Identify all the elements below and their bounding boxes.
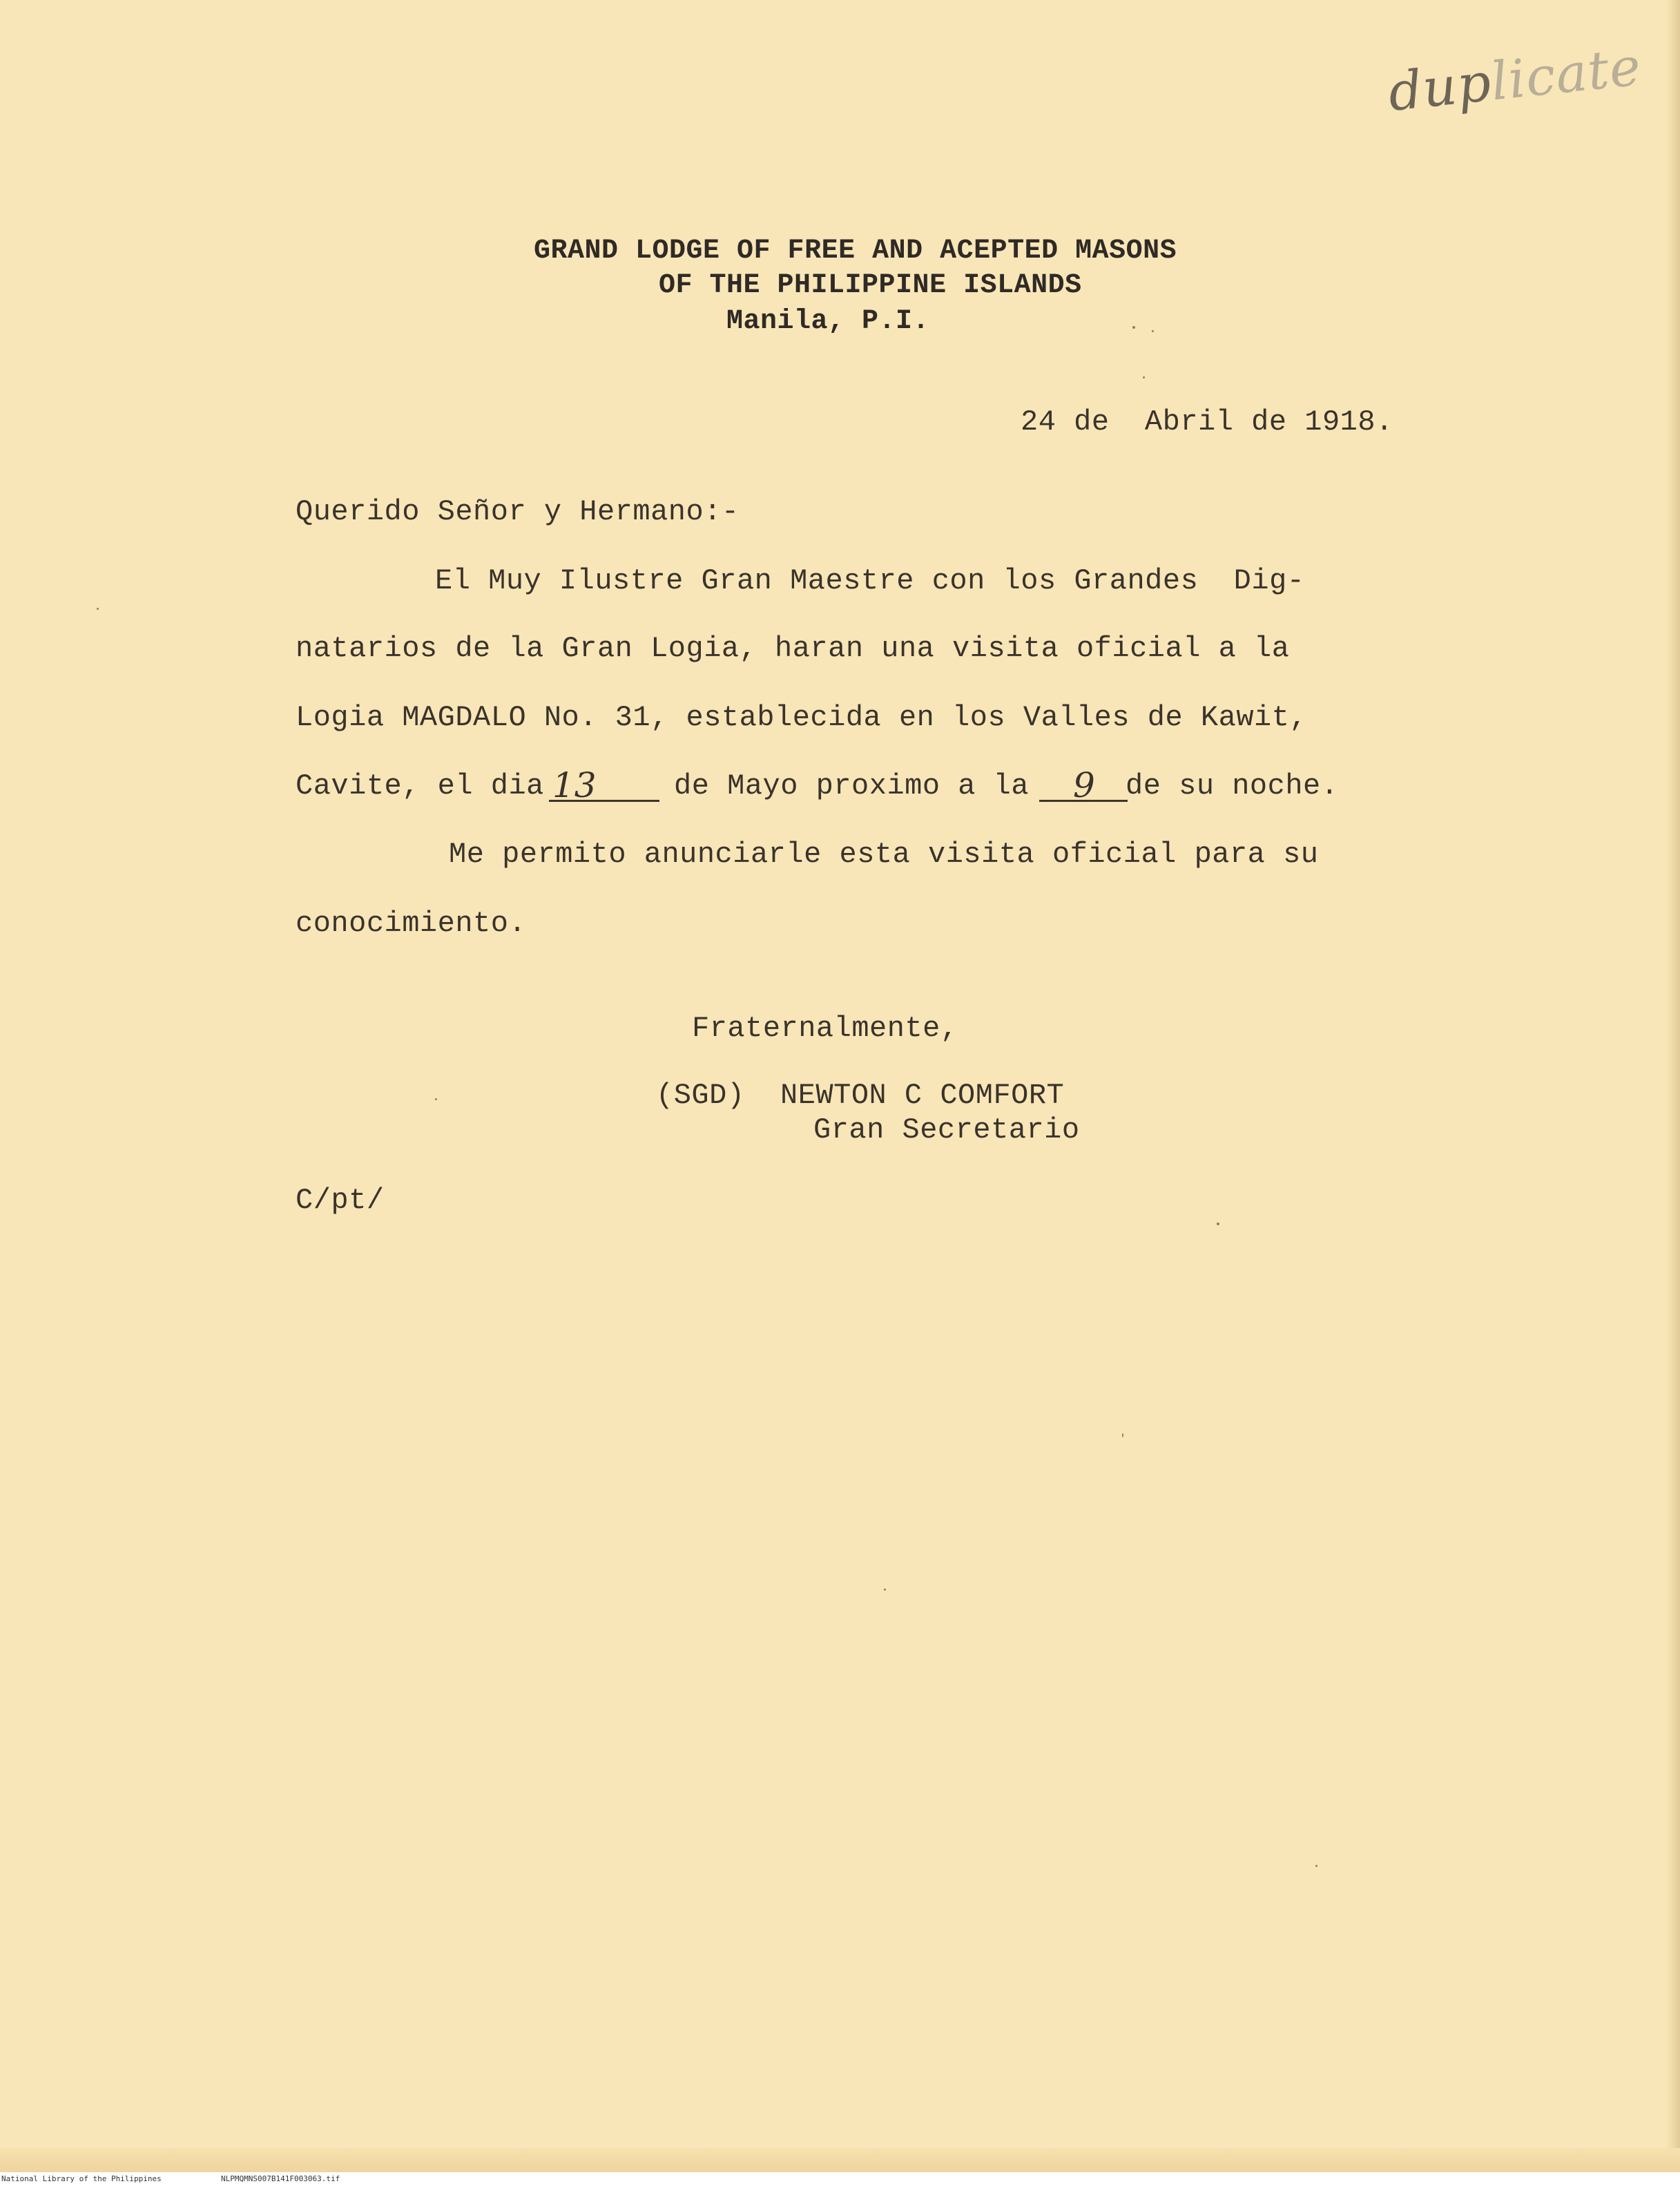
reference-initials: C/pt/ xyxy=(296,1184,385,1217)
paper-speck xyxy=(1143,376,1145,378)
valediction: Fraternalmente, xyxy=(692,1012,958,1045)
letterhead-line-3: Manila, P.I. xyxy=(726,306,930,337)
body-line-6: conocimiento. xyxy=(296,907,527,940)
paper-speck xyxy=(1122,1433,1123,1437)
footer-source: National Library of the Philippines xyxy=(1,2174,162,2183)
signer-name: NEWTON C COMFORT xyxy=(780,1079,1065,1112)
body-line-4-middle: de Mayo proximo a la xyxy=(674,769,1030,803)
handwritten-annotation-main: dup xyxy=(1385,50,1495,123)
footer-file-id: NLPMQMNS007B141F003063.tif xyxy=(221,2174,340,2183)
body-line-5: Me permito anunciarle esta visita oficial para su xyxy=(449,838,1319,871)
body-line-4-suffix: de su noche. xyxy=(1126,769,1339,803)
handwritten-annotation xyxy=(1385,35,1644,123)
letter-date: 24 de Abril de 1918. xyxy=(1021,405,1393,439)
body-line-4-prefix: Cavite, el dia xyxy=(296,769,544,803)
hour-fill-in: 9 xyxy=(1073,765,1095,805)
paper-speck xyxy=(1152,330,1154,332)
paper-speck xyxy=(1132,326,1135,329)
body-line-3: Logia MAGDALO No. 31, establecida en los Valles de Kawit, xyxy=(296,701,1308,734)
paper-speck xyxy=(1315,1865,1317,1867)
day-blank-line xyxy=(549,800,659,802)
page-bottom-edge xyxy=(0,2148,1680,2172)
signer-title: Gran Secretario xyxy=(813,1113,1080,1147)
letterhead-line-2: OF THE PHILIPPINE ISLANDS xyxy=(659,270,1082,301)
paper-speck xyxy=(97,608,99,610)
letterhead-line-1: GRAND LODGE OF FREE AND ACEPTED MASONS xyxy=(534,236,1177,267)
body-line-1: El Muy Ilustre Gran Maestre con los Grandes Dig- xyxy=(435,564,1305,597)
paper-speck xyxy=(884,1589,886,1591)
page-edge-shadow xyxy=(1666,0,1680,2148)
signature-prefix: (SGD) xyxy=(656,1079,745,1112)
paper-speck xyxy=(1217,1223,1219,1225)
hour-blank-line xyxy=(1039,800,1128,802)
salutation: Querido Señor y Hermano:- xyxy=(296,495,740,528)
paper-speck xyxy=(435,1098,437,1100)
body-line-2: natarios de la Gran Logia, haran una visita oficial a la xyxy=(296,632,1290,665)
day-fill-in: 13 xyxy=(552,765,597,805)
handwritten-annotation-faint: licate xyxy=(1487,35,1644,113)
